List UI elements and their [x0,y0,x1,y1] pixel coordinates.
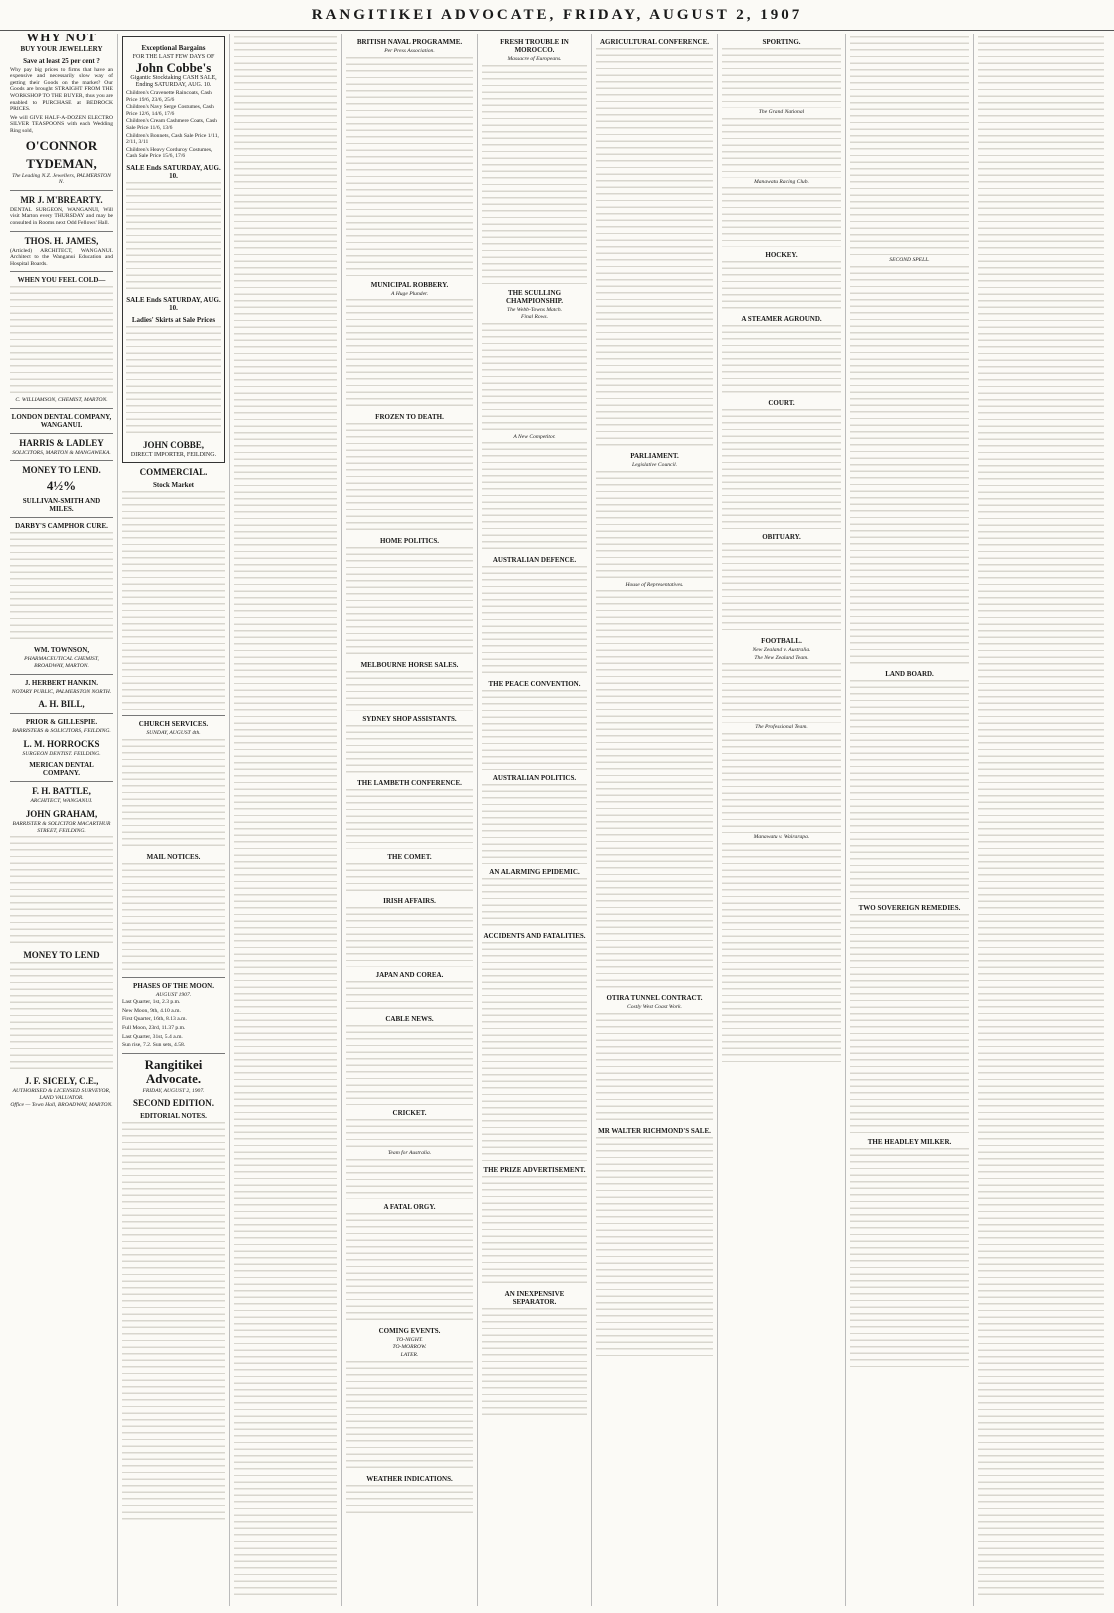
text-block [346,981,473,1011]
text-block [126,326,221,436]
heading-peace: THE PEACE CONVENTION. [488,680,581,689]
text-block [346,57,473,277]
ad-mbrearty: MR J. M'BREARTY. [20,194,103,205]
text-block [482,784,587,864]
text-block [122,863,225,973]
heading-richmond: MR WALTER RICHMOND'S SALE. [598,1126,711,1135]
ad-horrocks: L. M. HORROCKS [23,738,100,749]
ad-cobbe-item: Children's Navy Serge Costumes, Cash Price 12/6, 14/6, 17/6 [126,104,214,117]
heading-steamer: A STEAMER AGROUND. [741,315,822,324]
text-block [482,1176,587,1286]
heading-comet: THE COMET. [387,853,432,862]
heading-two-sovereign-remedies: TWO SOVEREIGN REMEDIES. [858,903,961,912]
text-block [596,471,713,581]
divider [10,781,113,782]
column-football-continued [846,34,974,1606]
divider [122,977,225,978]
heading-church-services: CHURCH SERVICES. [138,719,209,728]
phases-month: AUGUST 1907. [155,991,192,998]
heading-second-edition: SECOND EDITION. [132,1098,215,1109]
text-block [596,1013,713,1123]
ad-cobbe-item: Children's Cream Cashmere Coats, Cash Sale Price 11/6, 13/6 [126,118,217,131]
divider [10,271,113,272]
ad-jewellers-address: The Leading N.Z. Jewellers, PALMERSTON N. [12,172,111,186]
text-block [482,878,587,928]
ad-john-cobbe [122,36,225,463]
heading-editorial-notes: EDITORIAL NOTES. [140,1112,207,1121]
subheading-massacre: Massacre of Europeans. [507,56,562,62]
heading-frozen: FROZEN TO DEATH. [375,413,444,422]
text-block [596,48,713,448]
heading-municipal-robbery: MUNICIPAL ROBBERY. [370,280,449,289]
text-block [346,671,473,711]
heading-coming-events: COMING EVENTS. [378,1326,441,1335]
subheading-manawatu-wairarapa: Manawatu v. Wairarapa. [753,833,810,840]
heading-epidemic: AN ALARMING EPIDEMIC. [489,868,580,877]
subheading-house: House of Representatives. [625,581,684,588]
ad-interest-rate: 4½% [46,478,77,494]
divider [10,408,113,409]
text-block [596,590,713,990]
text-block [346,1025,473,1105]
text-block [122,739,225,849]
subheading-webb: The Webb-Towns Match. [506,306,563,313]
text-block [722,261,841,311]
text-block [482,566,587,676]
ad-teaspoon-offer: We will GIVE HALF-A-DOZEN ELECTRO SILVER TEASPOONS with each Wedding Ring sold, [10,114,113,134]
ad-sicely-body: AUTHORISED & LICENSED SURVEYOR, LAND VALUATOR. [12,1088,111,1101]
ad-cobbe-end-2: SALE Ends SATURDAY, AUG. 10. [126,163,221,180]
ad-cobbe-end-3: SALE Ends SATURDAY, AUG. 10. [126,295,221,312]
subheading-council: Legislative Council. [631,462,678,468]
text-block [482,942,587,1162]
ad-cobbe-end: Ending SATURDAY, AUG. 10. [135,82,212,88]
text-block [234,36,337,1596]
ad-why-not-title: WHY NOT [26,34,97,44]
subheading-new-competitor: A New Competitor. [513,433,556,440]
phase-row: Sun rise, 7.2. Sun sets, 4.58. [122,1042,186,1049]
ad-thos-james: THOS. H. JAMES, [24,235,99,246]
heading-obituary: OBITUARY. [762,533,801,542]
phase-row: Last Quarter, 31st, 5.4 a.m. [122,1033,183,1040]
paper-date: FRIDAY, AUGUST 2, 1907. [142,1087,205,1094]
heading-phases-of-moon: PHASES OF THE MOON. [133,981,214,990]
text-block [850,36,969,256]
ad-battle-body: ARCHITECT, WANGANUI. [30,798,93,805]
text-block [850,914,969,1134]
ad-horrocks-body: SURGEON DENTIST. FEILDING. [22,750,101,757]
text-block [596,1137,713,1357]
text-block [346,1361,473,1471]
text-block [126,182,221,292]
tomorrow: TO-MORROW. [392,1344,427,1351]
heading-shop-assistants: SYDNEY SHOP ASSISTANTS. [362,715,457,724]
subheading-pro-team: The Professional Team. [755,724,808,731]
text-block [722,733,841,833]
subheading-huge-plunder: A Huge Plunder. [390,290,429,297]
ad-cobbe-sale: Gigantic Stocktaking CASH SALE, [130,75,217,81]
heading-otira: OTIRA TUNNEL CONTRACT. [606,994,703,1003]
text-block [850,680,969,900]
ad-mbrearty-body: DENTAL SURGEON, WANGANUI, Will visit Marton every THURSDAY and may be consulted in Rooms next Odd Fellows' Hall. [10,206,113,226]
heading-lambeth: THE LAMBETH CONFERENCE. [357,779,462,788]
heading-home-politics: HOME POLITICS. [379,537,440,546]
ad-oconnor: O'CONNOR [25,137,98,153]
divider [10,433,113,434]
paper-name: Rangitikei Advocate. [144,1056,203,1086]
text-block [722,118,841,178]
divider [10,517,113,518]
ad-save-line: Save at least 25 per cent ? [23,56,100,65]
heading-stock-market: Stock Market [152,480,195,489]
ad-feel-cold: WHEN YOU FEEL COLD— [17,276,106,285]
ad-american-dental: MERICAN DENTAL COMPANY. [29,761,94,778]
ad-cobbe-ladies: Ladies' Skirts at Sale Prices [131,315,216,324]
divider [10,460,113,461]
text-block [346,789,473,849]
text-block [122,1122,225,1522]
text-block [722,843,841,1063]
masthead-title: RANGITIKEI ADVOCATE, FRIDAY, AUGUST 2, 1907 [311,7,803,23]
column-advertisements [6,34,118,1606]
ad-jewellery-body: Why pay big prices to firms that have an expensive and necessarily slow way of getting their Goods on the market? Our Goods are brought STRAIGHT FROM THE WORKSHOP TO THE BUYER, thus you are enabled to PURCHASE at BEDROCK PRICES. [10,66,113,113]
heading-accidents: ACCIDENTS AND FATALITIES. [483,932,586,941]
ad-harris-ladley: HARRIS & LADLEY [19,437,104,448]
ad-sicely-address: Office — Town Hall, BROADWAY, MARTON. [10,1102,113,1109]
text-block [346,1119,473,1149]
text-block [722,48,841,108]
heading-commercial: COMMERCIAL. [139,466,208,477]
ad-cobbe-brand: John Cobbe's [135,60,212,75]
heading-sporting: SPORTING. [762,38,801,46]
column-body-text [230,34,342,1606]
heading-defence: AUSTRALIAN DEFENCE. [492,556,577,565]
text-block [722,187,841,247]
ad-tydeman: TYDEMAN, [26,155,97,171]
ad-cobbe-subline: FOR THE LAST FEW DAYS OF [132,54,215,60]
text-block [722,325,841,395]
heading-morocco: FRESH TROUBLE IN MOROCCO. [500,38,569,54]
ad-cobbe-item: Children's Cravenette Raincoats, Cash Price 19/6, 23/6, 25/6 [126,90,212,103]
text-block [346,423,473,533]
text-block [722,543,841,633]
text-block [850,266,969,666]
column-morocco [478,34,592,1606]
text-block [722,663,841,723]
ad-prior-gillespie-body: BARRISTERS & SOLICITORS, FEILDING. [12,728,111,735]
text-block [346,1213,473,1323]
subheading-manawatu-racing: Manawatu Racing Club. [754,178,809,185]
column-cable-news [342,34,478,1606]
heading-sculling: THE SCULLING CHAMPIONSHIP. [505,288,564,305]
subheading-nz-aus: New Zealand v. Australia. [752,647,811,654]
ad-thos-james-body: (Articled) ARCHITECT, WANGANUI. Architect to the Wanganui Education and Hospital Boards. [10,247,113,267]
heading-horse-sales: MELBOURNE HORSE SALES. [360,661,459,670]
ad-cobbe-signature: JOHN COBBE, [142,439,204,450]
ad-cobbe-signature-sub: DIRECT IMPORTER, FEILDING. [130,451,217,458]
ad-sicely: J. F. SICELY, C.E., [24,1076,99,1087]
text-block [482,442,587,552]
divider [122,1053,225,1054]
text-block [10,836,113,946]
text-block [122,491,225,711]
heading-court: COURT. [768,399,795,408]
tonight: TO-NIGHT. [396,1336,423,1343]
church-date: SUNDAY, AUGUST 4th. [146,729,201,736]
text-block [10,532,113,642]
phase-row: Last Quarter, 1st, 2.3 p.m. [122,999,181,1006]
heading-mail-notices: MAIL NOTICES. [146,852,201,861]
ad-bill: A. H. BILL, [38,699,85,710]
heading-japan-corea: JAPAN AND COREA. [375,971,444,980]
press-association: Per Press Association. [384,48,435,54]
ad-townson: WM. TOWNSON, [33,646,90,655]
phase-row: New Moon, 9th, 4.10 a.m. [122,1007,181,1014]
ad-battle: F. H. BATTLE, [32,786,91,797]
heading-fatal-orgy: A FATAL ORGY. [383,1202,436,1211]
ad-prior-gillespie: PRIOR & GILLESPIE. [25,718,98,727]
text-block [482,690,587,770]
phase-row: First Quarter, 16th, 8.13 a.m. [122,1016,187,1023]
text-block [346,863,473,893]
text-block [482,1308,587,1418]
ad-london-dental: LONDON DENTAL COMPANY, WANGANUI. [11,412,112,429]
heading-agricultural: AGRICULTURAL CONFERENCE. [599,38,710,46]
text-block [10,286,113,396]
ad-hankin-body: NOTARY PUBLIC, PALMERSTON NORTH. [11,688,112,695]
subheading-team-australia: Team for Australia. [387,1150,432,1157]
ad-sullivan-smith: SULLIVAN-SMITH AND MILES. [22,497,101,514]
ad-hankin: J. HERBERT HANKIN. [24,678,99,687]
ad-cobbe-item: Children's Bonnets, Cash Sale Price 1/11, 2/11, 3/11 [126,132,219,146]
text-block [978,36,1104,1596]
later: LATER. [400,1351,419,1358]
phase-row: Full Moon, 23rd, 11.37 p.m. [122,1024,186,1031]
text-block [346,299,473,409]
column-continued [974,34,1108,1606]
ad-graham: JOHN GRAHAM, [25,809,98,820]
divider [10,674,113,675]
column-commercial [118,34,230,1606]
text-block [10,962,113,1072]
heading-parliament: PARLIAMENT. [630,452,679,460]
subheading-otira: Costly West Coast Work. [627,1004,682,1011]
column-sporting [718,34,846,1606]
ad-cobbe-headline: Exceptional Bargains [141,44,206,52]
ad-graham-body: BARRISTER & SOLICITOR MACARTHUR STREET, FEILDING. [12,821,111,834]
ad-money-to-lend: MONEY TO LEND. [22,465,101,476]
divider [10,231,113,232]
heading-separator: AN INEXPENSIVE SEPARATOR. [504,1290,565,1307]
ad-townson-body: PHARMACEUTICAL CHEMIST, BROADWAY, MARTON. [24,656,99,670]
ad-money-to-lend-2: MONEY TO LEND [23,950,100,961]
column-agricultural [592,34,718,1606]
ad-harris-ladley-body: SOLICITORS, MARTON & MANGAWEKA. [12,449,111,456]
heading-land-board: LAND BOARD. [885,669,934,678]
divider [10,190,113,191]
text-block [346,1485,473,1515]
subheading-second-spell: SECOND SPELL. [889,257,930,263]
ad-jewellery-line: BUY YOUR JEWELLERY [20,44,103,53]
divider [122,715,225,716]
heading-prize-advert: THE PRIZE ADVERTISEMENT. [483,1166,586,1175]
text-block [346,907,473,967]
text-block [346,547,473,657]
divider [10,713,113,714]
text-block [346,725,473,775]
heading-irish-affairs: IRISH AFFAIRS. [383,897,436,906]
ad-cobbe-item: Children's Heavy Corduroy Costumes, Cash Sale Price 15/6, 17/6 [126,146,213,160]
heading-aus-politics: AUSTRALIAN POLITICS. [492,774,577,783]
heading-naval-programme: BRITISH NAVAL PROGRAMME. [356,38,463,46]
heading-headley-milker: THE HEADLEY MILKER. [867,1137,952,1146]
heading-football: FOOTBALL. [761,637,802,646]
ad-darby: DARBY'S CAMPHOR CURE. [15,522,108,531]
text-block [850,1148,969,1368]
subheading-grand-national: The Grand National [758,109,805,115]
text-block [346,1159,473,1199]
text-block [722,409,841,529]
heading-hockey: HOCKEY. [765,251,798,260]
masthead [0,0,1114,31]
heading-cricket: CRICKET. [392,1109,427,1118]
text-block [482,65,587,285]
heading-weather: WEATHER INDICATIONS. [366,1474,453,1483]
subheading-final-rows: Final Rows. [520,314,549,321]
text-block [482,323,587,433]
subheading-nz-team: The New Zealand Team. [754,654,809,661]
heading-cable-news: CABLE NEWS. [385,1015,434,1024]
ad-williamson: C. WILLIAMSON, CHEMIST, MARTON. [15,397,108,404]
